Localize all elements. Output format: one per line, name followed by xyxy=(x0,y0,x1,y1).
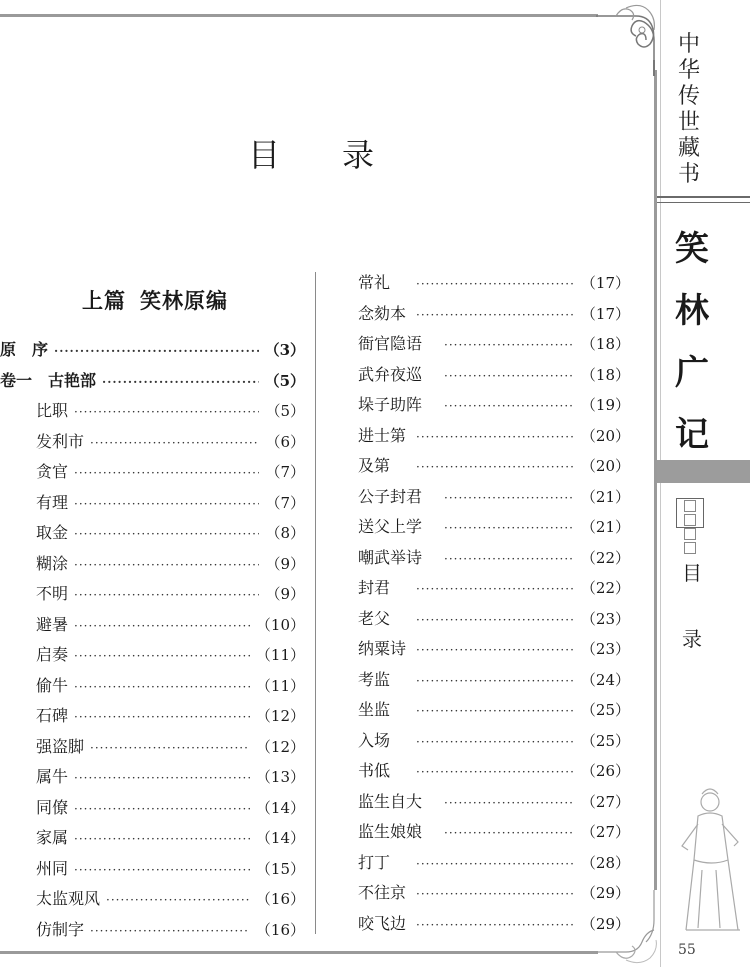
toc-entry xyxy=(0,884,305,915)
toc-leader-dots xyxy=(444,483,575,514)
toc-entry xyxy=(0,396,305,427)
column-divider xyxy=(315,272,316,934)
toc-entry-page: （3） xyxy=(264,341,305,359)
toc-entry-page: （5） xyxy=(265,402,305,420)
toc-entry-title: 取金 xyxy=(36,523,69,542)
toc-leader-dots xyxy=(416,452,575,483)
toc-entry-page: （12） xyxy=(255,737,305,756)
toc-leader-dots xyxy=(416,605,575,636)
toc-entry xyxy=(358,817,630,848)
series-char: 中 xyxy=(677,32,700,57)
toc-entry-page: （23） xyxy=(580,640,630,658)
toc-left-column xyxy=(0,285,305,945)
toc-entry xyxy=(358,390,630,421)
toc-entry-page: （18） xyxy=(580,365,630,384)
toc-entry-page: （17） xyxy=(580,274,630,292)
toc-entry-title: 州同 xyxy=(36,858,69,878)
toc-leader-dots xyxy=(74,519,259,550)
toc-entry-page: （12） xyxy=(255,707,305,725)
toc-entry-title: 打丁 xyxy=(358,852,391,872)
toc-entry-title: 进士第 xyxy=(358,425,407,445)
toc-entry-page: （10） xyxy=(255,615,305,634)
toc-entry-title: 武弁夜巡 xyxy=(358,364,423,384)
toc-entry-title: 发利市 xyxy=(36,431,85,451)
toc-entry xyxy=(358,543,630,574)
toc-entry xyxy=(0,793,305,824)
toc-leader-dots xyxy=(416,879,575,910)
toc-leader-dots xyxy=(416,696,575,727)
toc-entry-page: （11） xyxy=(255,646,305,664)
toc-right-column xyxy=(358,268,630,939)
toc-entry-page: （20） xyxy=(580,457,630,475)
toc-entry-page: （21） xyxy=(580,518,630,536)
toc-entry xyxy=(0,366,305,397)
toc-entry xyxy=(0,915,305,946)
toc-entry xyxy=(0,335,305,366)
toc-entry-title: 监生自大 xyxy=(358,791,423,811)
sidebar-separator xyxy=(657,196,750,198)
toc-entry-title: 嘲武举诗 xyxy=(358,547,423,567)
toc-entry-page: （18） xyxy=(580,335,630,353)
toc-entry-page: （20） xyxy=(580,426,630,445)
toc-entry-title: 送父上学 xyxy=(358,517,423,536)
section-heading-part2: 笑林原编 xyxy=(140,288,228,313)
toc-entry-page: （7） xyxy=(265,493,305,512)
sidebar-section-char: 录 xyxy=(682,627,702,651)
toc-entry-page: （11） xyxy=(255,676,305,695)
toc-entry xyxy=(358,512,630,543)
toc-entry-title: 避暑 xyxy=(36,614,69,634)
frame-bottom-rule xyxy=(0,951,598,954)
toc-leader-dots xyxy=(416,666,575,697)
toc-entry-page: （7） xyxy=(265,463,305,481)
toc-entry xyxy=(358,329,630,360)
toc-entry-page: （14） xyxy=(255,798,305,817)
toc-leader-dots xyxy=(74,794,250,825)
toc-leader-dots xyxy=(74,580,259,611)
toc-entry-title: 糊涂 xyxy=(36,553,69,573)
toc-entry-page: （16） xyxy=(255,920,305,939)
toc-entry-page: （25） xyxy=(580,731,630,750)
toc-entry-page: （27） xyxy=(580,792,630,811)
seal-stamp-icon xyxy=(676,498,704,528)
series-char: 传 xyxy=(677,84,700,109)
corner-ornament-top-icon xyxy=(596,0,662,80)
toc-entry-title: 不往京 xyxy=(358,883,407,902)
toc-leader-dots xyxy=(416,269,575,300)
toc-entry-title: 念劾本 xyxy=(358,303,407,323)
toc-entry-title: 有理 xyxy=(36,492,69,512)
toc-entry xyxy=(358,695,630,726)
toc-entry xyxy=(0,488,305,519)
toc-leader-dots xyxy=(74,611,250,642)
toc-entry xyxy=(0,610,305,641)
toc-leader-dots xyxy=(416,757,575,788)
toc-entry-title: 贪官 xyxy=(36,462,69,481)
toc-entry-page: （9） xyxy=(265,585,305,603)
toc-entry-page: （22） xyxy=(580,548,630,567)
toc-entry-page: （29） xyxy=(580,884,630,902)
toc-entry xyxy=(0,427,305,458)
section-heading-part1: 上篇 xyxy=(82,288,126,313)
toc-entry-title: 启奏 xyxy=(36,645,69,664)
series-char: 世 xyxy=(677,110,700,135)
toc-entry-page: （21） xyxy=(580,487,630,506)
toc-leader-dots xyxy=(90,428,259,459)
toc-entry-title: 属牛 xyxy=(36,767,69,786)
toc-entry-title: 同僚 xyxy=(36,797,69,817)
book-title xyxy=(666,218,718,466)
toc-entry-page: （27） xyxy=(580,823,630,841)
toc-entry-page: （6） xyxy=(265,432,305,451)
toc-entry xyxy=(358,878,630,909)
toc-entry-title: 咬飞边 xyxy=(358,913,407,933)
toc-right-list xyxy=(358,268,630,939)
toc-leader-dots xyxy=(444,361,575,392)
toc-leader-dots xyxy=(444,788,575,819)
toc-entry xyxy=(358,726,630,757)
toc-entry-title: 偷牛 xyxy=(36,675,69,695)
sidebar-gray-band xyxy=(657,460,750,483)
toc-entry-page: （13） xyxy=(255,768,305,786)
series-char: 藏 xyxy=(677,136,700,161)
toc-entry-title: 监生娘娘 xyxy=(358,822,423,841)
toc-entry-page: （8） xyxy=(265,524,305,542)
toc-entry xyxy=(0,762,305,793)
toc-entry-page: （14） xyxy=(255,829,305,847)
frame-top-rule xyxy=(0,14,598,17)
toc-leader-dots xyxy=(444,544,575,575)
page-number: 55 xyxy=(678,942,696,958)
toc-entry-title: 石碑 xyxy=(36,706,69,725)
toc-entry xyxy=(0,457,305,488)
toc-entry xyxy=(358,421,630,452)
toc-entry-page: （19） xyxy=(580,396,630,414)
toc-entry-page: （28） xyxy=(580,853,630,872)
sidebar-separator-thin xyxy=(657,202,750,203)
toc-entry-page: （26） xyxy=(580,762,630,780)
toc-entry xyxy=(358,634,630,665)
book-title-char: 笑 xyxy=(675,229,709,269)
scholar-figure-illustration-icon xyxy=(668,780,750,940)
toc-entry xyxy=(358,482,630,513)
toc-entry-page: （16） xyxy=(255,890,305,908)
toc-leader-dots xyxy=(54,336,259,367)
toc-leader-dots xyxy=(416,300,575,331)
toc-entry-title: 考监 xyxy=(358,669,391,689)
toc-entry-title: 常礼 xyxy=(358,273,391,292)
toc-entry-page: （25） xyxy=(580,701,630,719)
toc-leader-dots xyxy=(90,733,250,764)
page-title-part1: 目 xyxy=(248,136,281,174)
toc-leader-dots xyxy=(102,367,259,398)
toc-entry-page: （15） xyxy=(255,859,305,878)
toc-leader-dots xyxy=(74,489,259,520)
toc-entry xyxy=(358,756,630,787)
toc-entry-title: 公子封君 xyxy=(358,486,423,506)
toc-entry xyxy=(358,604,630,635)
toc-entry-title: 原 序 xyxy=(0,340,49,359)
toc-leader-dots xyxy=(74,763,250,794)
toc-entry-title: 比职 xyxy=(36,401,69,420)
toc-entry-page: （5） xyxy=(264,371,305,390)
toc-entry-title: 仿制字 xyxy=(36,919,85,939)
toc-leader-dots xyxy=(74,855,250,886)
toc-entry xyxy=(0,823,305,854)
toc-entry-title: 强盗脚 xyxy=(36,736,85,756)
toc-entry-title: 不明 xyxy=(36,584,69,603)
toc-entry-title: 入场 xyxy=(358,730,391,750)
toc-entry-title: 衙官隐语 xyxy=(358,334,423,353)
toc-entry xyxy=(358,848,630,879)
toc-leader-dots xyxy=(444,330,575,361)
toc-entry xyxy=(358,573,630,604)
toc-leader-dots xyxy=(416,635,575,666)
toc-leader-dots xyxy=(444,391,575,422)
series-char: 华 xyxy=(677,58,700,83)
toc-leader-dots xyxy=(74,672,250,703)
toc-left-list xyxy=(0,335,305,945)
series-title xyxy=(672,32,706,188)
toc-entry-title: 及第 xyxy=(358,456,391,475)
toc-leader-dots xyxy=(74,702,250,733)
book-title-char: 记 xyxy=(675,415,709,455)
toc-entry-title: 纳粟诗 xyxy=(358,639,407,658)
toc-entry-title: 家属 xyxy=(36,828,69,847)
toc-leader-dots xyxy=(74,397,259,428)
toc-entry xyxy=(0,640,305,671)
toc-entry xyxy=(358,299,630,330)
toc-entry-page: （9） xyxy=(265,554,305,573)
toc-entry-title: 封君 xyxy=(358,578,391,597)
toc-leader-dots xyxy=(416,910,575,941)
toc-entry-page: （29） xyxy=(580,914,630,933)
toc-entry-page: （23） xyxy=(580,609,630,628)
toc-entry-title: 书低 xyxy=(358,761,391,780)
sidebar-section-char: 目 xyxy=(682,561,702,585)
toc-leader-dots xyxy=(90,916,250,947)
toc-entry xyxy=(358,665,630,696)
toc-entry xyxy=(0,518,305,549)
toc-entry-title: 坐监 xyxy=(358,700,391,719)
toc-entry-title: 太监观风 xyxy=(36,889,101,908)
toc-entry-title: 老父 xyxy=(358,608,391,628)
toc-entry xyxy=(0,549,305,580)
book-title-char: 广 xyxy=(675,353,709,393)
page-title xyxy=(248,130,374,176)
toc-entry-page: （17） xyxy=(580,304,630,323)
series-char: 书 xyxy=(677,162,700,187)
book-title-char: 林 xyxy=(675,291,709,331)
toc-leader-dots xyxy=(444,818,575,849)
page-title-part2: 录 xyxy=(342,136,375,174)
toc-entry xyxy=(0,671,305,702)
toc-entry-page: （22） xyxy=(580,579,630,597)
toc-leader-dots xyxy=(416,727,575,758)
sidebar-section-label xyxy=(678,540,706,672)
toc-entry xyxy=(358,787,630,818)
toc-entry xyxy=(358,268,630,299)
toc-entry xyxy=(0,701,305,732)
toc-entry xyxy=(0,732,305,763)
section-heading xyxy=(70,285,240,315)
toc-entry-title: 卷一 古艳部 xyxy=(0,370,97,390)
toc-entry xyxy=(358,909,630,940)
toc-leader-dots xyxy=(416,422,575,453)
frame-right-inner-rule xyxy=(660,0,661,967)
toc-entry xyxy=(358,360,630,391)
toc-entry-title: 垛子助阵 xyxy=(358,395,423,414)
toc-leader-dots xyxy=(74,550,259,581)
toc-leader-dots xyxy=(106,885,250,916)
toc-leader-dots xyxy=(74,458,259,489)
toc-entry-page: （24） xyxy=(580,670,630,689)
toc-leader-dots xyxy=(416,849,575,880)
toc-leader-dots xyxy=(416,574,575,605)
toc-leader-dots xyxy=(444,513,575,544)
toc-leader-dots xyxy=(74,641,250,672)
toc-entry xyxy=(0,854,305,885)
toc-entry xyxy=(0,579,305,610)
toc-leader-dots xyxy=(74,824,250,855)
toc-entry xyxy=(358,451,630,482)
